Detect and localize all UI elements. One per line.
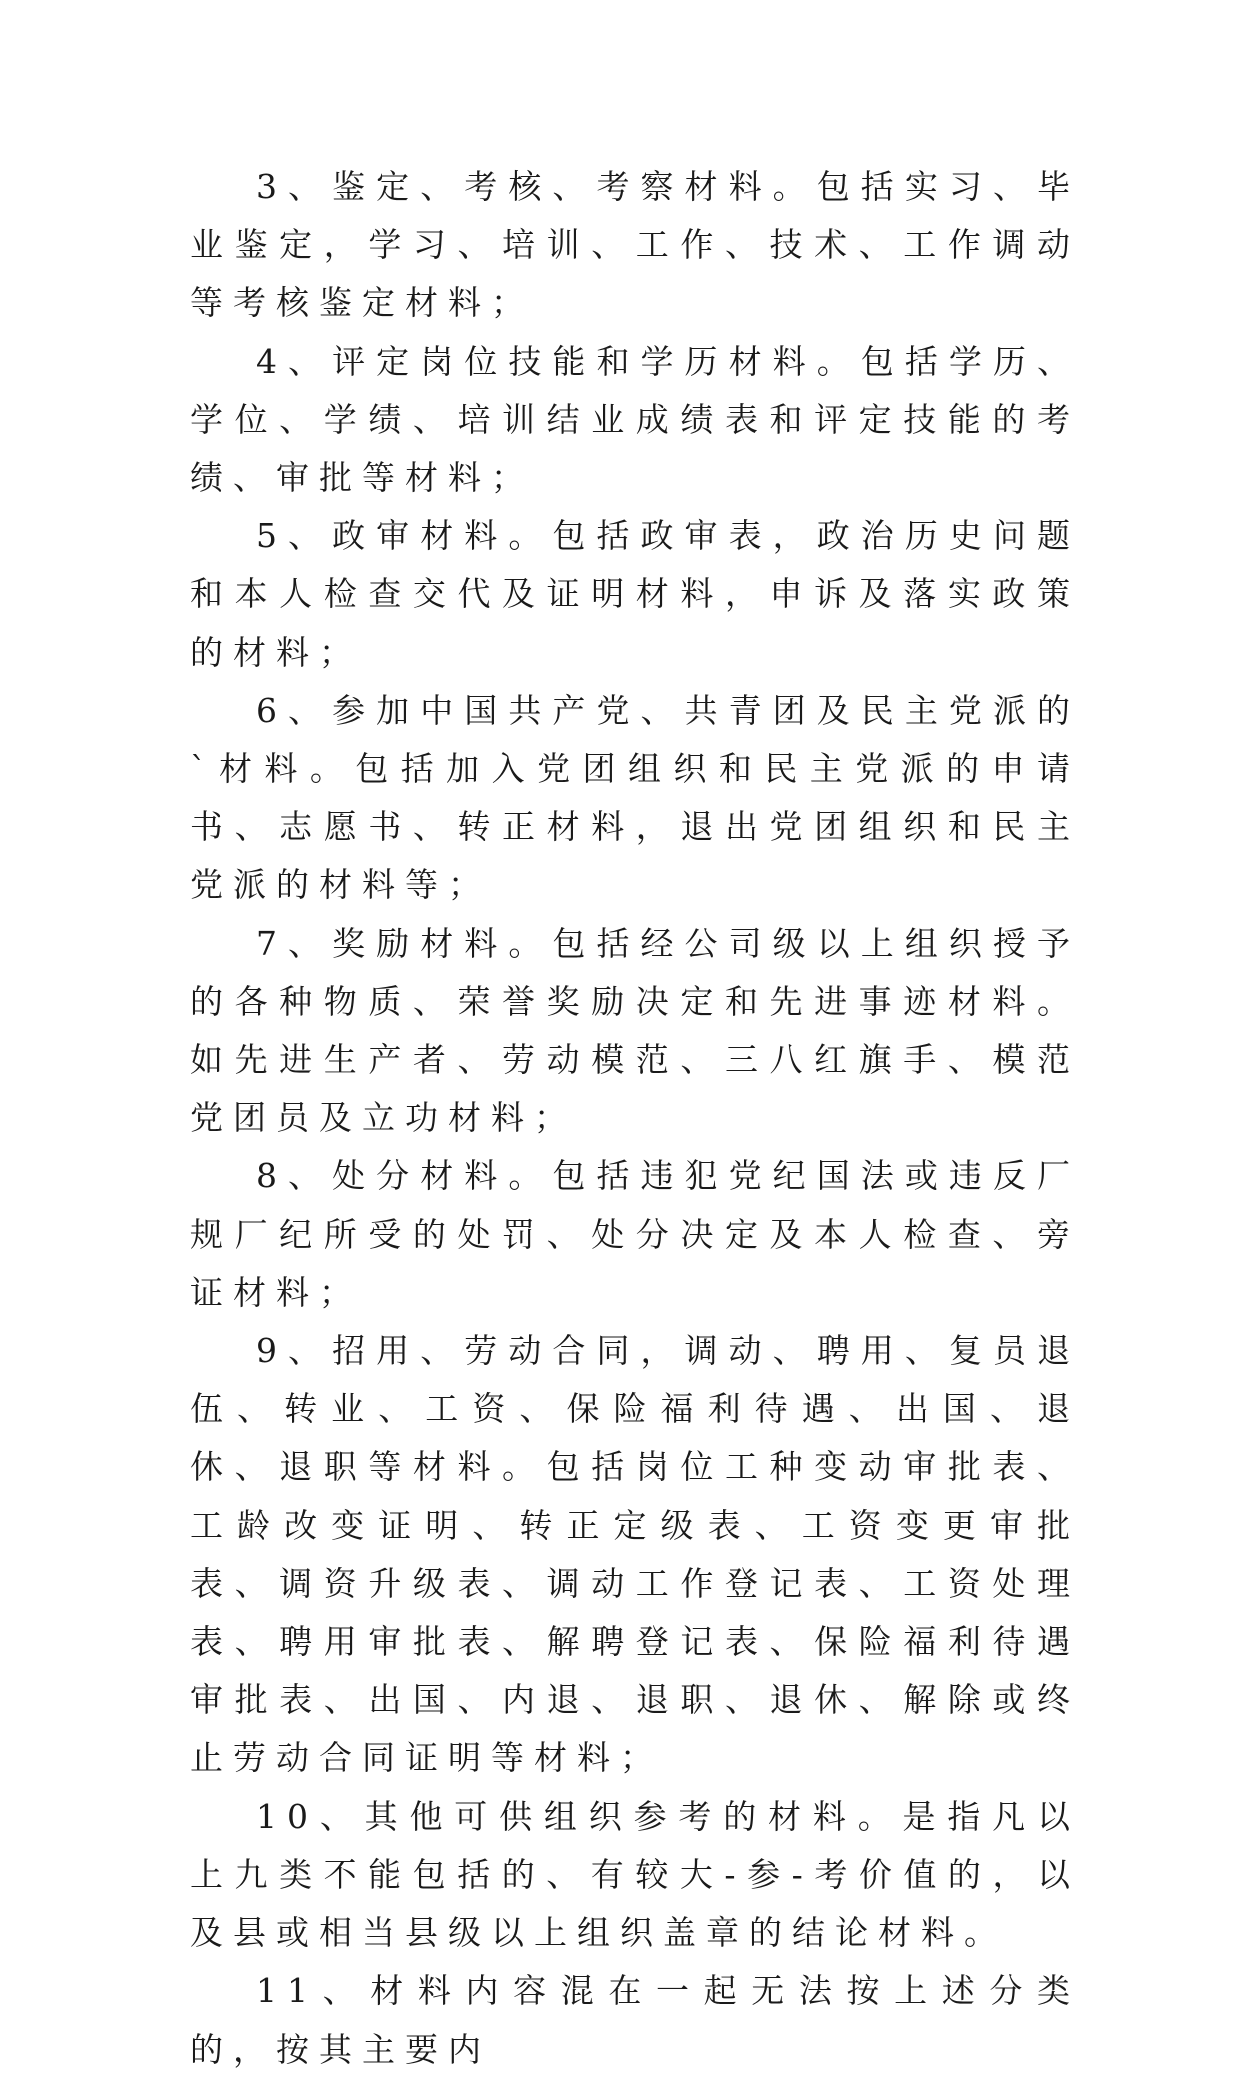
paragraph-item-11: 11、材料内容混在一起无法按上述分类的，按其主要内 (190, 1971, 1080, 2069)
paragraph-item-6: 6、参加中国共产党、共青团及民主党派的`材料。包括加入党团组织和民主党派的申请书、志愿书、转正材料，退出党团组织和民主党派的材料等； (190, 690, 1080, 905)
paragraph-item-8: 8、处分材料。包括违犯党纪国法或违反厂规厂纪所受的处罚、处分决定及本人检查、旁证材料； (190, 1156, 1080, 1312)
paragraph-item-9: 9、招用、劳动合同，调动、聘用、复员退伍、转业、工资、保险福利待遇、出国、退休、退职等材料。包括岗位工种变动审批表、工龄改变证明、转正定级表、工资变更审批表、调资升级表、调动工作登记表、工资处理表、聘用审批表、解聘登记表、保险福利待遇审批表、出国、内退、退职、退休、解除或终止劳动合同证明等材料； (190, 1331, 1080, 1778)
document-body (190, 158, 1080, 2079)
paragraph-item-10: 10、其他可供组织参考的材料。是指凡以上九类不能包括的、有较大-参-考价值的，以及县或相当县级以上组织盖章的结论材料。 (190, 1796, 1080, 1953)
paragraph-item-3: 3、鉴定、考核、考察材料。包括实习、毕业鉴定，学习、培训、工作、技术、工作调动等考核鉴定材料； (190, 167, 1080, 323)
paragraph-item-5: 5、政审材料。包括政审表，政治历史问题和本人检查交代及证明材料，申诉及落实政策的材料； (190, 516, 1080, 672)
paragraph-item-7: 7、奖励材料。包括经公司级以上组织授予的各种物质、荣誉奖励决定和先进事迹材料。如先进生产者、劳动模范、三八红旗手、模范党团员及立功材料； (190, 923, 1080, 1138)
paragraph-item-4: 4、评定岗位技能和学历材料。包括学历、学位、学绩、培训结业成绩表和评定技能的考绩、审批等材料； (190, 341, 1080, 498)
